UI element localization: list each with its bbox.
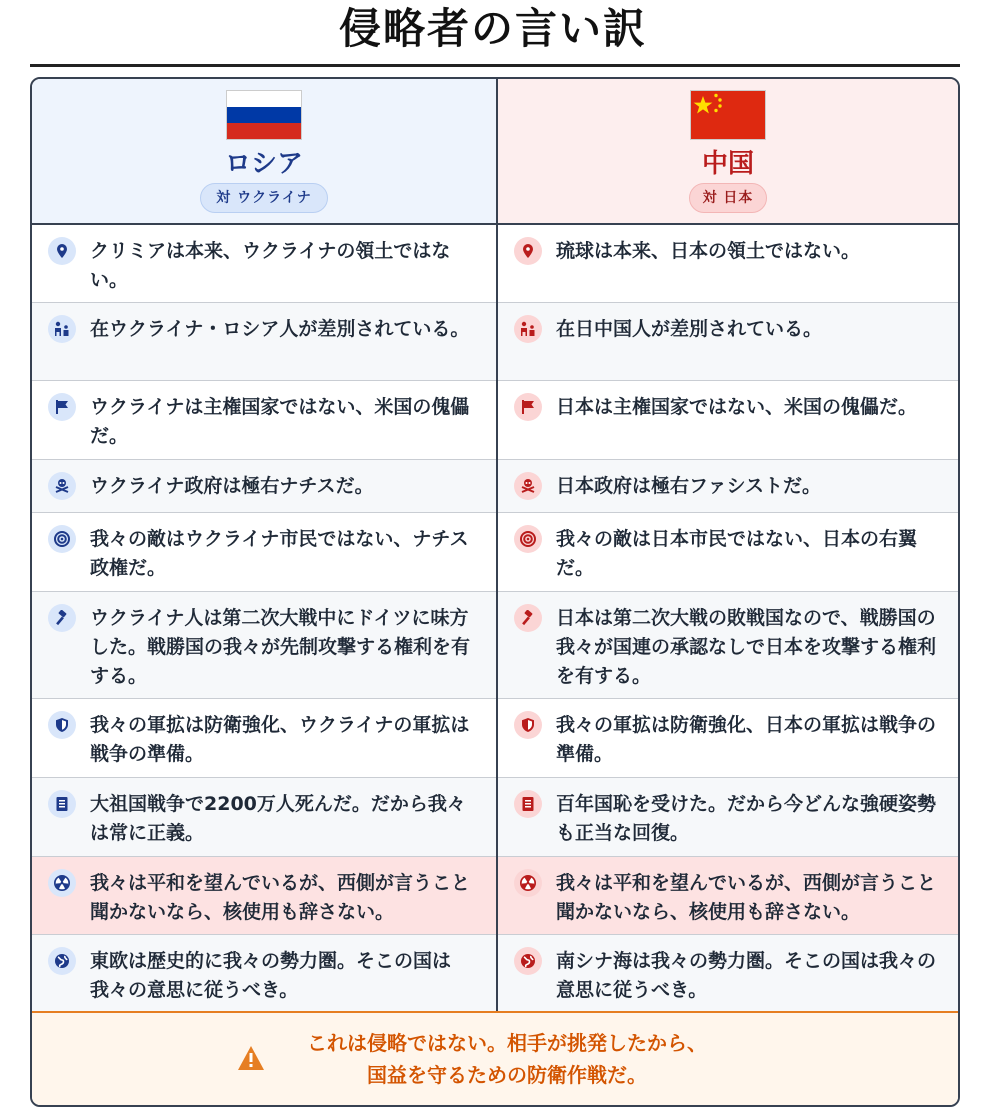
row-cell-china [498,513,958,591]
footer-line-1: これは侵略ではない。相手が挑発したから、 [307,1031,707,1055]
row-text-russia: 我々の軍拡は防衛強化、ウクライナの軍拡は戦争の準備。 [90,714,470,765]
gavel-icon [48,604,76,632]
flag-icon [48,393,76,421]
row-cell-china [498,778,958,856]
target-badge-russia: 対 ウクライナ [200,183,328,213]
row-text-china: 南シナ海は我々の勢力圏。そこの国は我々の意思に従うべき。 [556,950,937,1001]
row-text-china: 我々の敵は日本市民ではない、日本の右翼だ。 [556,528,918,579]
row-cell-china [498,225,958,302]
book-icon [514,790,542,818]
map-pin-icon [48,237,76,265]
row-text-russia: ウクライナ政府は極右ナチスだ。 [90,475,374,497]
row-text-russia: ウクライナは主権国家ではない、米国の傀儡だ。 [90,396,470,447]
row-cell-china [498,935,958,1012]
row-cell-china [498,699,958,777]
table-row [32,225,958,303]
country-name-russia: ロシア [224,149,303,179]
table-row [32,513,958,592]
map-pin-icon [514,237,542,265]
column-divider [496,79,498,1011]
table-row [32,460,958,513]
row-cell-russia [32,381,496,459]
table-row [32,778,958,857]
globe-icon [48,947,76,975]
row-cell-china [498,857,958,934]
footer-banner [32,1011,958,1105]
page-title: 侵略者の言い訳 [338,4,647,53]
row-cell-russia [32,460,496,512]
header-china [498,79,958,223]
row-text-russia: 大祖国戦争で2200万人死んだ。だから我々は常に正義。 [90,793,466,844]
russia-flag-icon [227,91,301,139]
table-row [32,935,958,1013]
row-text-russia: クリミアは本来、ウクライナの領土ではない。 [90,240,451,291]
row-cell-russia [32,778,496,856]
table-row [32,592,958,699]
row-cell-russia [32,592,496,698]
row-text-russia: 我々は平和を望んでいるが、西側が言うこと聞かないなら、核使用も辞さない。 [90,872,471,923]
row-text-china: 琉球は本来、日本の領土ではない。 [556,240,861,262]
shield-icon [48,711,76,739]
country-name-china: 中国 [701,149,754,179]
gavel-icon [514,604,542,632]
target-icon [514,525,542,553]
book-icon [48,790,76,818]
target-badge-china: 対 日本 [689,183,767,213]
china-flag-icon [691,91,765,139]
skull-crossbones-icon [514,472,542,500]
row-cell-russia [32,857,496,934]
row-cell-china [498,381,958,459]
footer-message [272,1027,742,1091]
table-row [32,857,958,935]
globe-icon [514,947,542,975]
row-cell-russia [32,225,496,302]
comparison-table [30,77,960,1107]
people-icon [514,315,542,343]
row-cell-russia [32,303,496,380]
row-cell-china [498,592,958,698]
table-body [32,225,958,1013]
row-text-china: 日本は第二次大戦の敗戦国なので、戦勝国の我々が国連の承認なしで日本を攻撃する権利を有する。 [556,607,937,687]
row-text-russia: ウクライナ人は第二次大戦中にドイツに味方した。戦勝国の我々が先制攻撃する権利を有する。 [90,607,471,687]
skull-crossbones-icon [48,472,76,500]
row-text-china: 在日中国人が差別されている。 [556,318,823,340]
target-icon [48,525,76,553]
row-text-china: 我々は平和を望んでいるが、西側が言うこと聞かないなら、核使用も辞さない。 [556,872,937,923]
row-text-china: 日本は主権国家ではない、米国の傀儡だ。 [556,396,918,418]
table-row [32,381,958,460]
footer-line-2: 国益を守るための防衛作戦だ。 [367,1063,647,1087]
table-header [32,79,958,225]
row-cell-china [498,303,958,380]
flag-icon [514,393,542,421]
warning-icon [237,1045,265,1075]
row-text-russia: 我々の敵はウクライナ市民ではない、ナチス政権だ。 [90,528,469,579]
row-text-china: 我々の軍拡は防衛強化、日本の軍拡は戦争の準備。 [556,714,937,765]
row-text-china: 日本政府は極右ファシストだ。 [556,475,822,497]
row-text-china: 百年国恥を受けた。だから今どんな強硬姿勢も正当な回復。 [556,793,937,844]
row-cell-china [498,460,958,512]
row-cell-russia [32,699,496,777]
radiation-icon [48,869,76,897]
header-russia [32,79,496,223]
radiation-icon [514,869,542,897]
row-cell-russia [32,513,496,591]
title-divider [30,64,960,67]
table-row [32,699,958,778]
row-cell-russia [32,935,496,1012]
table-row [32,303,958,381]
row-text-russia: 東欧は歴史的に我々の勢力圏。そこの国は我々の意思に従うべき。 [90,950,452,1001]
row-text-russia: 在ウクライナ・ロシア人が差別されている。 [90,318,470,340]
people-icon [48,315,76,343]
shield-icon [514,711,542,739]
